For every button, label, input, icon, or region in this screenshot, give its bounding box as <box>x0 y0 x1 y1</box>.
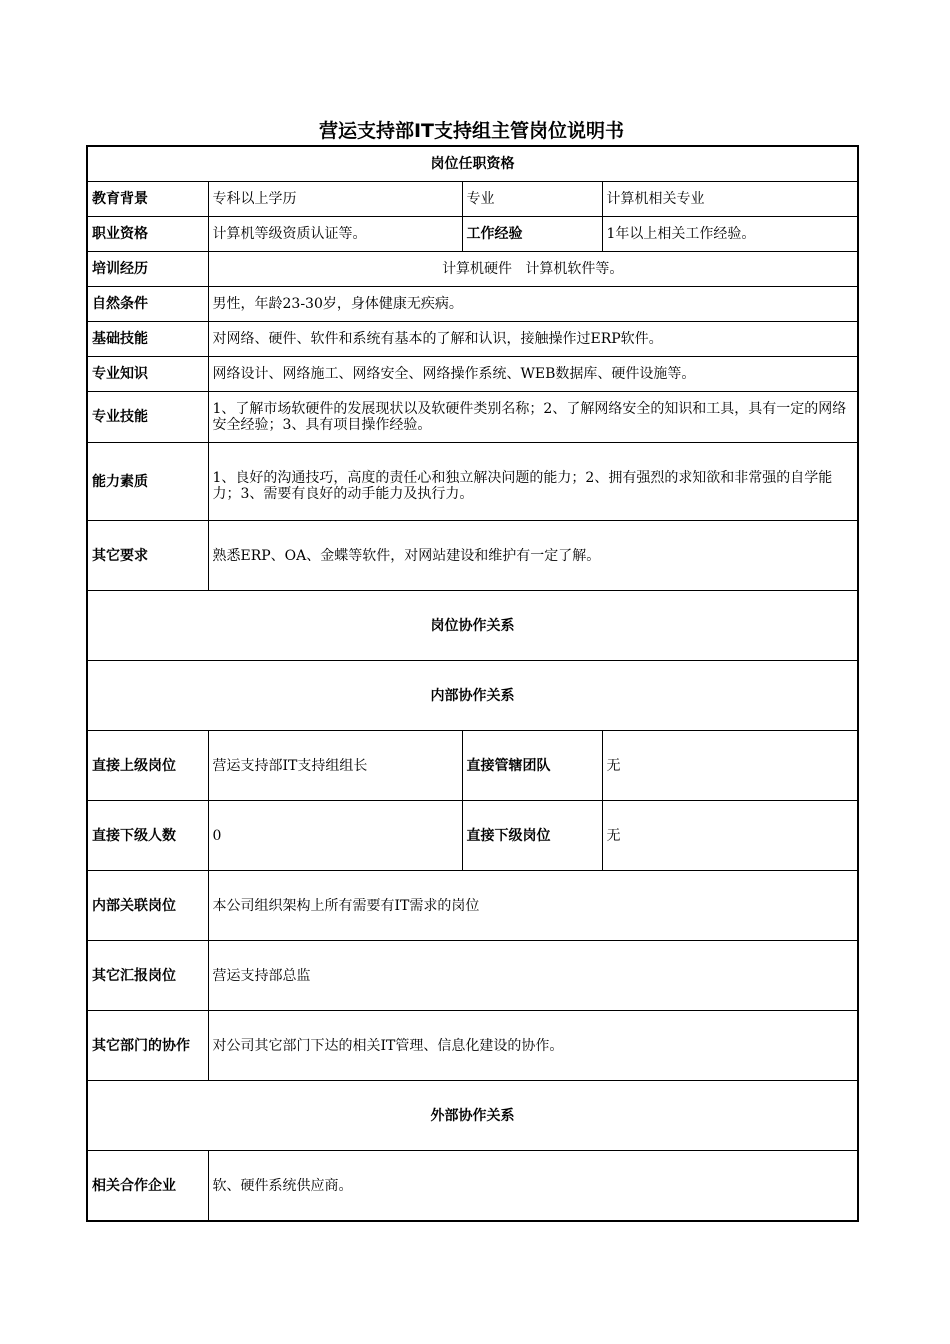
row-ability <box>87 443 858 521</box>
row-related <box>87 871 858 941</box>
section-external: 外部协作关系 <box>87 1081 858 1151</box>
row-subordinates <box>87 801 858 871</box>
value-subordinate-count: 0 <box>208 801 462 871</box>
value-other-dept: 对公司其它部门下达的相关IT管理、信息化建设的协作。 <box>208 1011 858 1081</box>
label-knowledge: 专业知识 <box>87 357 208 392</box>
row-training <box>87 252 858 287</box>
value-knowledge: 网络设计、网络施工、网络安全、网络操作系统、WEB数据库、硬件设施等。 <box>208 357 858 392</box>
section-row-internal <box>87 661 858 731</box>
row-other <box>87 521 858 591</box>
label-ability: 能力素质 <box>87 443 208 521</box>
value-team: 无 <box>602 731 858 801</box>
value-basic-skills: 对网络、硬件、软件和系统有基本的了解和认识，接触操作过ERP软件。 <box>208 322 858 357</box>
label-major: 专业 <box>462 182 602 217</box>
value-major: 计算机相关专业 <box>602 182 858 217</box>
label-pro-skills: 专业技能 <box>87 392 208 443</box>
label-team: 直接管辖团队 <box>462 731 602 801</box>
section-cooperation: 岗位协作关系 <box>87 591 858 661</box>
row-education <box>87 182 858 217</box>
value-ability: 1、良好的沟通技巧，高度的责任心和独立解决问题的能力；2、拥有强烈的求知欲和非常强的自学能力；3、需要有良好的动手能力及执行力。 <box>208 443 858 521</box>
section-row-qualifications <box>87 146 858 182</box>
label-related: 内部关联岗位 <box>87 871 208 941</box>
row-partners <box>87 1151 858 1222</box>
section-qualifications: 岗位任职资格 <box>87 146 858 182</box>
label-subordinate-position: 直接下级岗位 <box>462 801 602 871</box>
section-internal: 内部协作关系 <box>87 661 858 731</box>
row-knowledge <box>87 357 858 392</box>
value-training: 计算机硬件 计算机软件等。 <box>208 252 858 287</box>
label-experience: 工作经验 <box>462 217 602 252</box>
section-row-external <box>87 1081 858 1151</box>
section-row-cooperation <box>87 591 858 661</box>
label-certification: 职业资格 <box>87 217 208 252</box>
value-natural: 男性，年龄23-30岁，身体健康无疾病。 <box>208 287 858 322</box>
value-related: 本公司组织架构上所有需要有IT需求的岗位 <box>208 871 858 941</box>
label-superior: 直接上级岗位 <box>87 731 208 801</box>
label-report: 其它汇报岗位 <box>87 941 208 1011</box>
label-natural: 自然条件 <box>87 287 208 322</box>
value-experience: 1年以上相关工作经验。 <box>602 217 858 252</box>
page-title: 营运支持部IT支持组主管岗位说明书 <box>318 120 625 142</box>
row-other-dept <box>87 1011 858 1081</box>
label-training: 培训经历 <box>87 252 208 287</box>
value-pro-skills: 1、了解市场软硬件的发展现状以及软硬件类别名称；2、了解网络安全的知识和工具，具有一定的网络安全经验；3、具有项目操作经验。 <box>208 392 858 443</box>
row-basic-skills <box>87 322 858 357</box>
label-basic-skills: 基础技能 <box>87 322 208 357</box>
value-certification: 计算机等级资质认证等。 <box>208 217 462 252</box>
value-subordinate-position: 无 <box>602 801 858 871</box>
row-report <box>87 941 858 1011</box>
label-education: 教育背景 <box>87 182 208 217</box>
value-other: 熟悉ERP、OA、金蝶等软件，对网站建设和维护有一定了解。 <box>208 521 858 591</box>
value-superior: 营运支持部IT支持组组长 <box>208 731 462 801</box>
row-natural <box>87 287 858 322</box>
value-report: 营运支持部总监 <box>208 941 858 1011</box>
label-partners: 相关合作企业 <box>87 1151 208 1222</box>
label-other: 其它要求 <box>87 521 208 591</box>
row-pro-skills <box>87 392 858 443</box>
job-description-table <box>86 145 859 1222</box>
value-education: 专科以上学历 <box>208 182 462 217</box>
label-subordinate-count: 直接下级人数 <box>87 801 208 871</box>
value-partners: 软、硬件系统供应商。 <box>208 1151 858 1222</box>
row-superior <box>87 731 858 801</box>
label-other-dept: 其它部门的协作 <box>87 1011 208 1081</box>
row-certification <box>87 217 858 252</box>
